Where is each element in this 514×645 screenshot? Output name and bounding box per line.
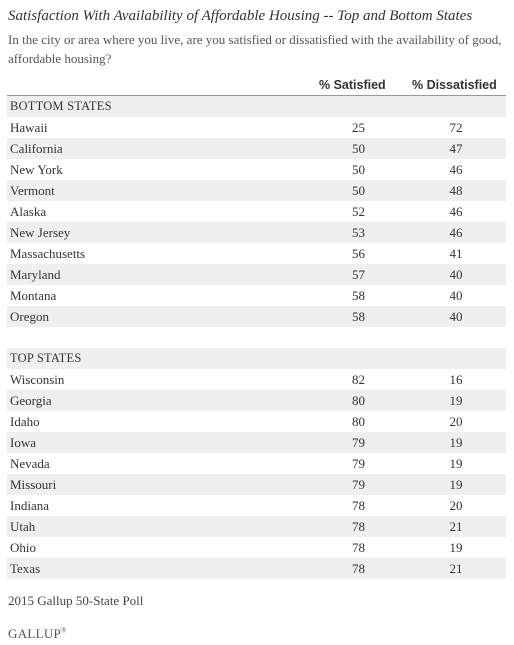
state-name: Massachusetts bbox=[10, 245, 86, 261]
table-row bbox=[7, 516, 506, 537]
section-header-bottom-states bbox=[7, 96, 506, 118]
survey-question: In the city or area where you live, are you satisfied or dissatisfied with the availability of good, affordable housing? bbox=[8, 32, 502, 66]
dissatisfied-value: 21 bbox=[406, 558, 506, 579]
table-row bbox=[7, 264, 506, 285]
state-name: Texas bbox=[7, 558, 311, 579]
table-row bbox=[7, 159, 506, 180]
dissatisfied-value: 41 bbox=[449, 245, 463, 261]
state-name: Wisconsin bbox=[10, 371, 65, 387]
satisfied-value: 82 bbox=[352, 371, 365, 387]
dissatisfied-value: 20 bbox=[449, 413, 463, 429]
dissatisfied-value: 47 bbox=[406, 138, 506, 159]
satisfied-value: 78 bbox=[311, 516, 406, 537]
dissatisfied-value: 19 bbox=[406, 390, 506, 411]
dissatisfied-value: 40 bbox=[406, 264, 506, 285]
table-row bbox=[7, 138, 506, 159]
dissatisfied-value: 19 bbox=[406, 474, 506, 495]
satisfied-value: 78 bbox=[352, 497, 365, 513]
dissatisfied-value: 46 bbox=[449, 161, 463, 177]
state-name: California bbox=[7, 138, 311, 159]
section-empty-cell bbox=[406, 348, 506, 369]
table-row bbox=[7, 453, 506, 474]
table-row bbox=[7, 306, 506, 327]
dissatisfied-value: 21 bbox=[406, 516, 506, 537]
table-row bbox=[7, 474, 506, 495]
satisfied-value: 57 bbox=[311, 264, 406, 285]
satisfied-value: 53 bbox=[311, 222, 406, 243]
table-row bbox=[7, 201, 506, 222]
table-row bbox=[7, 180, 506, 201]
satisfied-value: 78 bbox=[311, 558, 406, 579]
satisfied-value: 80 bbox=[352, 413, 365, 429]
table-row bbox=[7, 432, 506, 453]
section-spacer bbox=[7, 327, 506, 348]
satisfied-value: 79 bbox=[352, 455, 365, 471]
state-name: Maryland bbox=[7, 264, 311, 285]
table-row bbox=[7, 369, 506, 390]
dissatisfied-value: 40 bbox=[449, 287, 463, 303]
state-name: Montana bbox=[10, 287, 57, 303]
section-empty-cell bbox=[406, 96, 506, 118]
satisfied-value: 79 bbox=[311, 432, 406, 453]
dissatisfied-value: 40 bbox=[406, 306, 506, 327]
satisfied-value: 58 bbox=[352, 287, 365, 303]
column-header-satisfied: % Satisfied bbox=[319, 78, 386, 92]
table-row bbox=[7, 222, 506, 243]
section-header-top-states bbox=[7, 348, 506, 369]
state-name: Utah bbox=[7, 516, 311, 537]
table-row bbox=[7, 537, 506, 558]
source-note: 2015 Gallup 50-State Poll bbox=[8, 593, 144, 608]
dissatisfied-value: 19 bbox=[449, 455, 463, 471]
states-table-body bbox=[7, 96, 506, 580]
satisfied-value: 80 bbox=[311, 390, 406, 411]
spacer-cell bbox=[7, 327, 506, 348]
state-name: Vermont bbox=[7, 180, 311, 201]
table-row bbox=[7, 411, 506, 432]
state-name: Nevada bbox=[10, 455, 50, 471]
dissatisfied-value: 19 bbox=[449, 539, 463, 555]
state-name: Oregon bbox=[7, 306, 311, 327]
column-header-dissatisfied: % Dissatisfied bbox=[412, 78, 497, 92]
dissatisfied-value: 20 bbox=[449, 497, 463, 513]
satisfied-value: 50 bbox=[311, 180, 406, 201]
state-name: Idaho bbox=[10, 413, 40, 429]
dissatisfied-value: 46 bbox=[449, 203, 463, 219]
state-name: Missouri bbox=[7, 474, 311, 495]
state-name: New Jersey bbox=[7, 222, 311, 243]
satisfied-value: 58 bbox=[311, 306, 406, 327]
table-row bbox=[7, 243, 506, 264]
dissatisfied-value: 72 bbox=[449, 119, 463, 135]
satisfied-value: 50 bbox=[311, 138, 406, 159]
section-header-top-states-label: TOP STATES bbox=[7, 348, 311, 369]
section-header-bottom-states-label: BOTTOM STATES bbox=[7, 96, 311, 118]
section-empty-cell bbox=[311, 348, 406, 369]
table-row bbox=[7, 117, 506, 138]
satisfied-value: 25 bbox=[352, 119, 365, 135]
satisfied-value: 52 bbox=[352, 203, 365, 219]
table-row bbox=[7, 390, 506, 411]
satisfied-value: 79 bbox=[311, 474, 406, 495]
state-name: Ohio bbox=[10, 539, 36, 555]
satisfied-value: 56 bbox=[352, 245, 365, 261]
state-name: Georgia bbox=[7, 390, 311, 411]
gallup-logo bbox=[8, 626, 67, 642]
dissatisfied-value: 19 bbox=[406, 432, 506, 453]
gallup-logo-text: GALLUP bbox=[8, 626, 62, 641]
section-empty-cell bbox=[311, 96, 406, 118]
dissatisfied-value: 46 bbox=[406, 222, 506, 243]
state-name: Iowa bbox=[7, 432, 311, 453]
table-title: Satisfaction With Availability of Affordable Housing -- Top and Bottom States bbox=[8, 8, 473, 24]
table-row bbox=[7, 285, 506, 306]
dissatisfied-value: 16 bbox=[449, 371, 463, 387]
registered-mark: ® bbox=[61, 626, 67, 635]
table-row bbox=[7, 495, 506, 516]
table-row bbox=[7, 558, 506, 579]
states-table bbox=[7, 95, 506, 579]
state-name: New York bbox=[10, 161, 63, 177]
satisfied-value: 50 bbox=[352, 161, 365, 177]
state-name: Indiana bbox=[10, 497, 49, 513]
state-name: Alaska bbox=[10, 203, 47, 219]
state-name: Hawaii bbox=[10, 119, 48, 135]
dissatisfied-value: 48 bbox=[406, 180, 506, 201]
satisfied-value: 78 bbox=[352, 539, 365, 555]
